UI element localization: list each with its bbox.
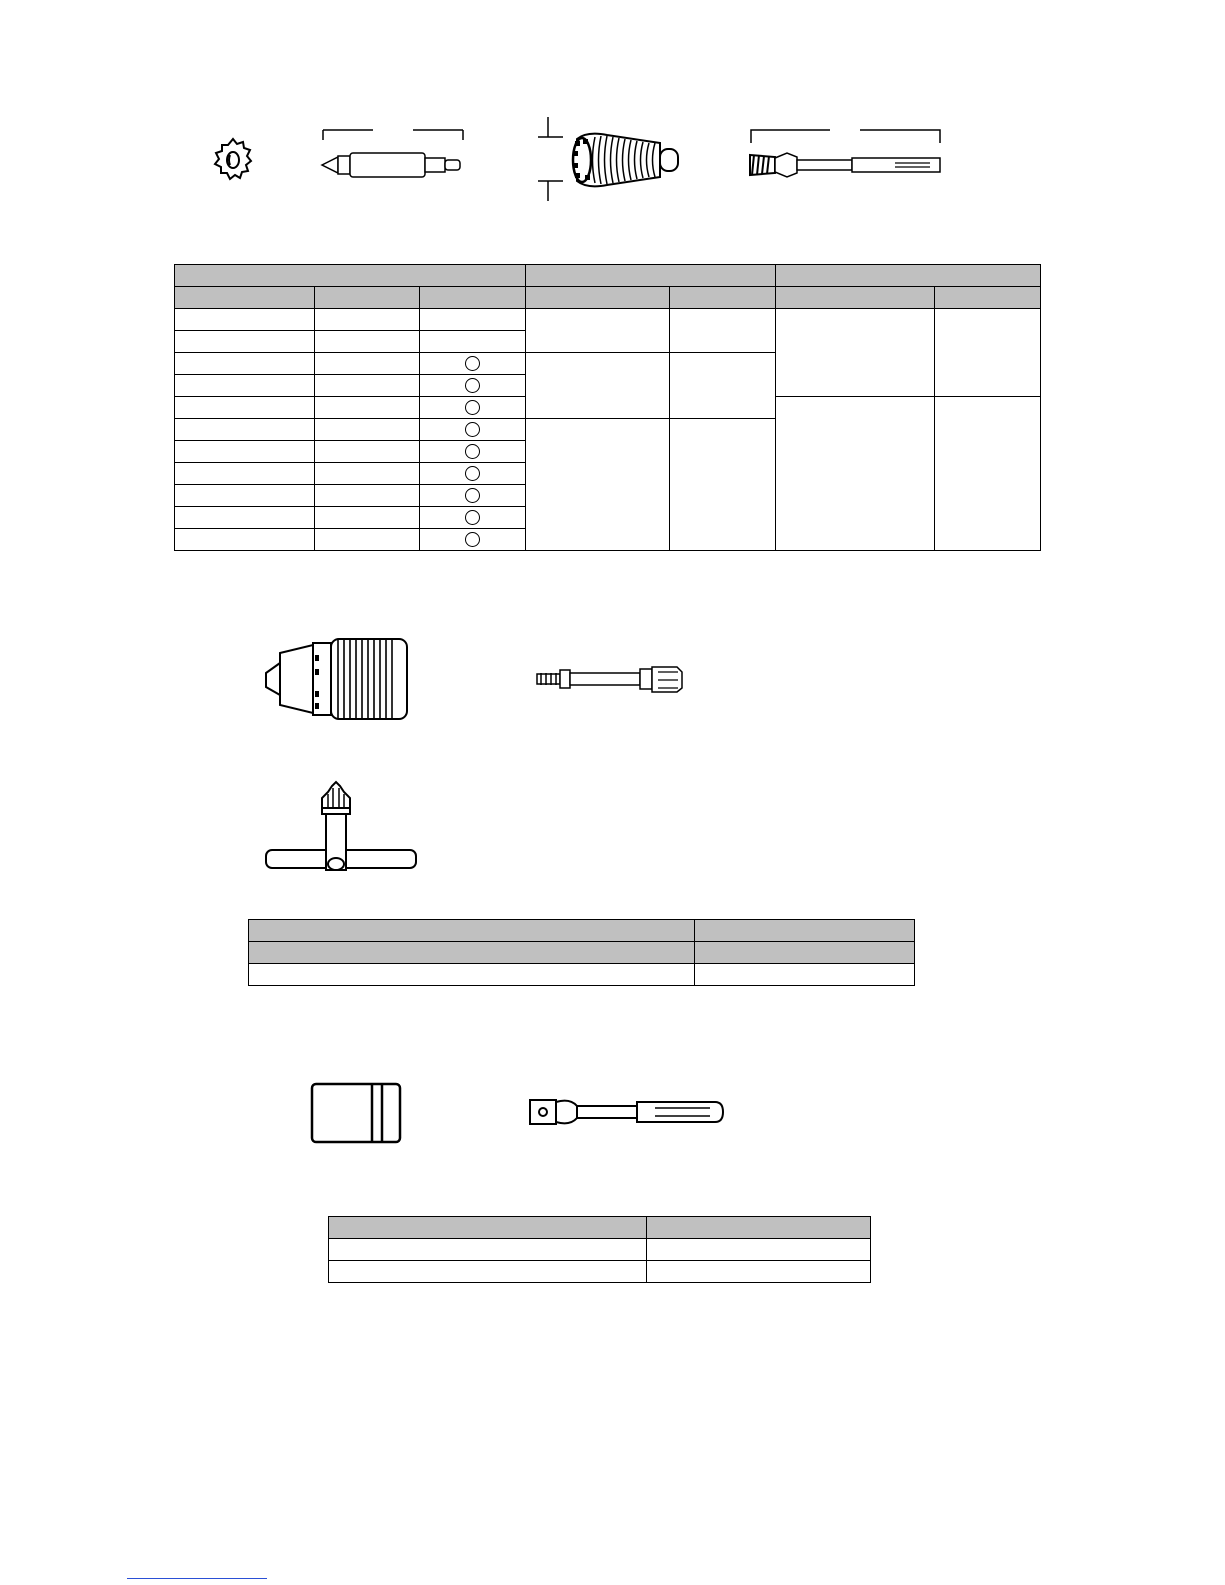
drill-chuck-icon <box>258 635 418 725</box>
center-pin-icon <box>318 125 468 185</box>
circle-mark-icon <box>465 488 480 503</box>
table-subheader-cell <box>175 287 315 309</box>
table-header-cell <box>526 265 776 287</box>
sds-socket-shank-icon <box>525 1088 730 1138</box>
table-row <box>329 1261 871 1283</box>
circle-mark-icon <box>465 422 480 437</box>
socket-table <box>328 1216 871 1283</box>
circle-mark-icon <box>465 532 480 547</box>
table-subheader-cell <box>935 287 1041 309</box>
circle-mark-icon <box>465 400 480 415</box>
table-row <box>329 1217 871 1239</box>
cog-washer-icon <box>210 135 256 185</box>
table-subheader-cell <box>776 287 935 309</box>
table-row <box>249 942 915 964</box>
chuck-adapter-icon <box>532 660 692 700</box>
table-subheader-cell <box>315 287 420 309</box>
table-header-cell <box>175 265 526 287</box>
circle-mark-icon <box>465 356 480 371</box>
socket-adapter-icon <box>308 1080 404 1146</box>
core-bit-table <box>174 264 1041 551</box>
core-bit-icon <box>535 115 695 203</box>
circle-mark-icon <box>465 378 480 393</box>
table-row <box>249 920 915 942</box>
chuck-key-icon <box>262 780 422 880</box>
table-header-cell <box>776 265 1041 287</box>
table-row <box>249 964 915 986</box>
chuck-table <box>248 919 915 986</box>
table-row <box>329 1239 871 1261</box>
table-row <box>175 309 1041 331</box>
table-subheader-cell <box>420 287 526 309</box>
circle-mark-icon <box>465 444 480 459</box>
sds-adapter-shank-icon <box>745 125 945 185</box>
circle-mark-icon <box>465 510 480 525</box>
footer-link-underline[interactable] <box>127 1578 267 1579</box>
circle-mark-icon <box>465 466 480 481</box>
table-subheader-cell <box>526 287 670 309</box>
table-subheader-cell <box>670 287 776 309</box>
